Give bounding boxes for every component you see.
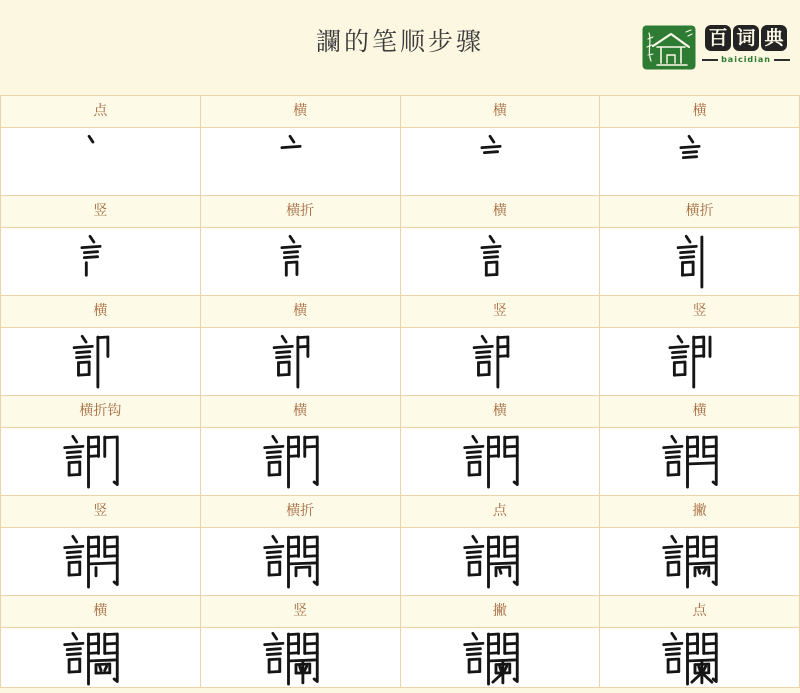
stroke-label: 横折钩 xyxy=(1,396,201,427)
brand-char-1: 百 xyxy=(705,25,731,51)
stroke-step-image xyxy=(600,128,799,195)
brand-subtitle xyxy=(702,55,790,64)
stroke-step-image xyxy=(600,428,799,495)
stroke-label: 点 xyxy=(1,96,201,127)
brand-char-2: 词 xyxy=(733,25,759,51)
stroke-step-image xyxy=(201,128,401,195)
stroke-step-image xyxy=(401,528,601,595)
page-title: 讕的笔顺步骤 xyxy=(315,27,485,56)
stroke-label: 点 xyxy=(692,603,707,619)
stroke-label: 横折 xyxy=(685,203,714,219)
stroke-row xyxy=(1,95,799,195)
stroke-step-image xyxy=(1,228,201,295)
brand-subtitle-text: baicidian xyxy=(721,55,771,64)
stroke-step-image xyxy=(401,228,601,295)
stroke-label: 横折 xyxy=(201,496,401,527)
brand-name xyxy=(705,25,787,51)
stroke-label: 横 xyxy=(1,296,201,327)
brand-text xyxy=(702,25,790,64)
stroke-row xyxy=(1,395,799,495)
stroke-step-image xyxy=(600,628,799,687)
stroke-step-image xyxy=(1,628,201,687)
stroke-label: 横 xyxy=(401,196,601,227)
stroke-step-image xyxy=(201,628,401,687)
stroke-label: 竖 xyxy=(692,303,707,319)
brand-char-3: 典 xyxy=(761,25,787,51)
stroke-label: 横 xyxy=(401,96,601,127)
stroke-step-image xyxy=(1,128,201,195)
stroke-label: 横 xyxy=(401,396,601,427)
stroke-step-image xyxy=(600,228,799,295)
stroke-step-image xyxy=(401,428,601,495)
stroke-label: 横 xyxy=(692,103,707,119)
stroke-label: 横 xyxy=(201,296,401,327)
stroke-step-image xyxy=(600,528,799,595)
stroke-label: 横 xyxy=(692,403,707,419)
stroke-step-image xyxy=(201,428,401,495)
stroke-label: 横 xyxy=(201,396,401,427)
stroke-step-image xyxy=(401,628,601,687)
stroke-label: 撇 xyxy=(401,596,601,627)
stroke-label: 撇 xyxy=(692,503,707,519)
stroke-label: 竖 xyxy=(201,596,401,627)
stroke-label: 横 xyxy=(201,96,401,127)
stroke-row xyxy=(1,295,799,395)
stroke-label: 竖 xyxy=(1,496,201,527)
stroke-order-grid xyxy=(0,95,800,688)
stroke-row xyxy=(1,595,799,688)
dash-right xyxy=(774,59,790,61)
header xyxy=(0,0,800,95)
stroke-step-image xyxy=(1,328,201,395)
stroke-step-image xyxy=(201,528,401,595)
stroke-step-image xyxy=(1,428,201,495)
stroke-row xyxy=(1,495,799,595)
stroke-step-image xyxy=(600,328,799,395)
stroke-step-image xyxy=(1,528,201,595)
stroke-step-image xyxy=(201,228,401,295)
brand-logo-house-icon xyxy=(642,25,696,70)
stroke-label: 横 xyxy=(1,596,201,627)
stroke-label: 竖 xyxy=(401,296,601,327)
stroke-label: 点 xyxy=(401,496,601,527)
stroke-label: 竖 xyxy=(1,196,201,227)
dash-left xyxy=(702,59,718,61)
stroke-step-image xyxy=(201,328,401,395)
stroke-label: 横折 xyxy=(201,196,401,227)
stroke-step-image xyxy=(401,328,601,395)
stroke-step-image xyxy=(401,128,601,195)
stroke-row xyxy=(1,195,799,295)
brand-logo[interactable] xyxy=(642,25,790,70)
